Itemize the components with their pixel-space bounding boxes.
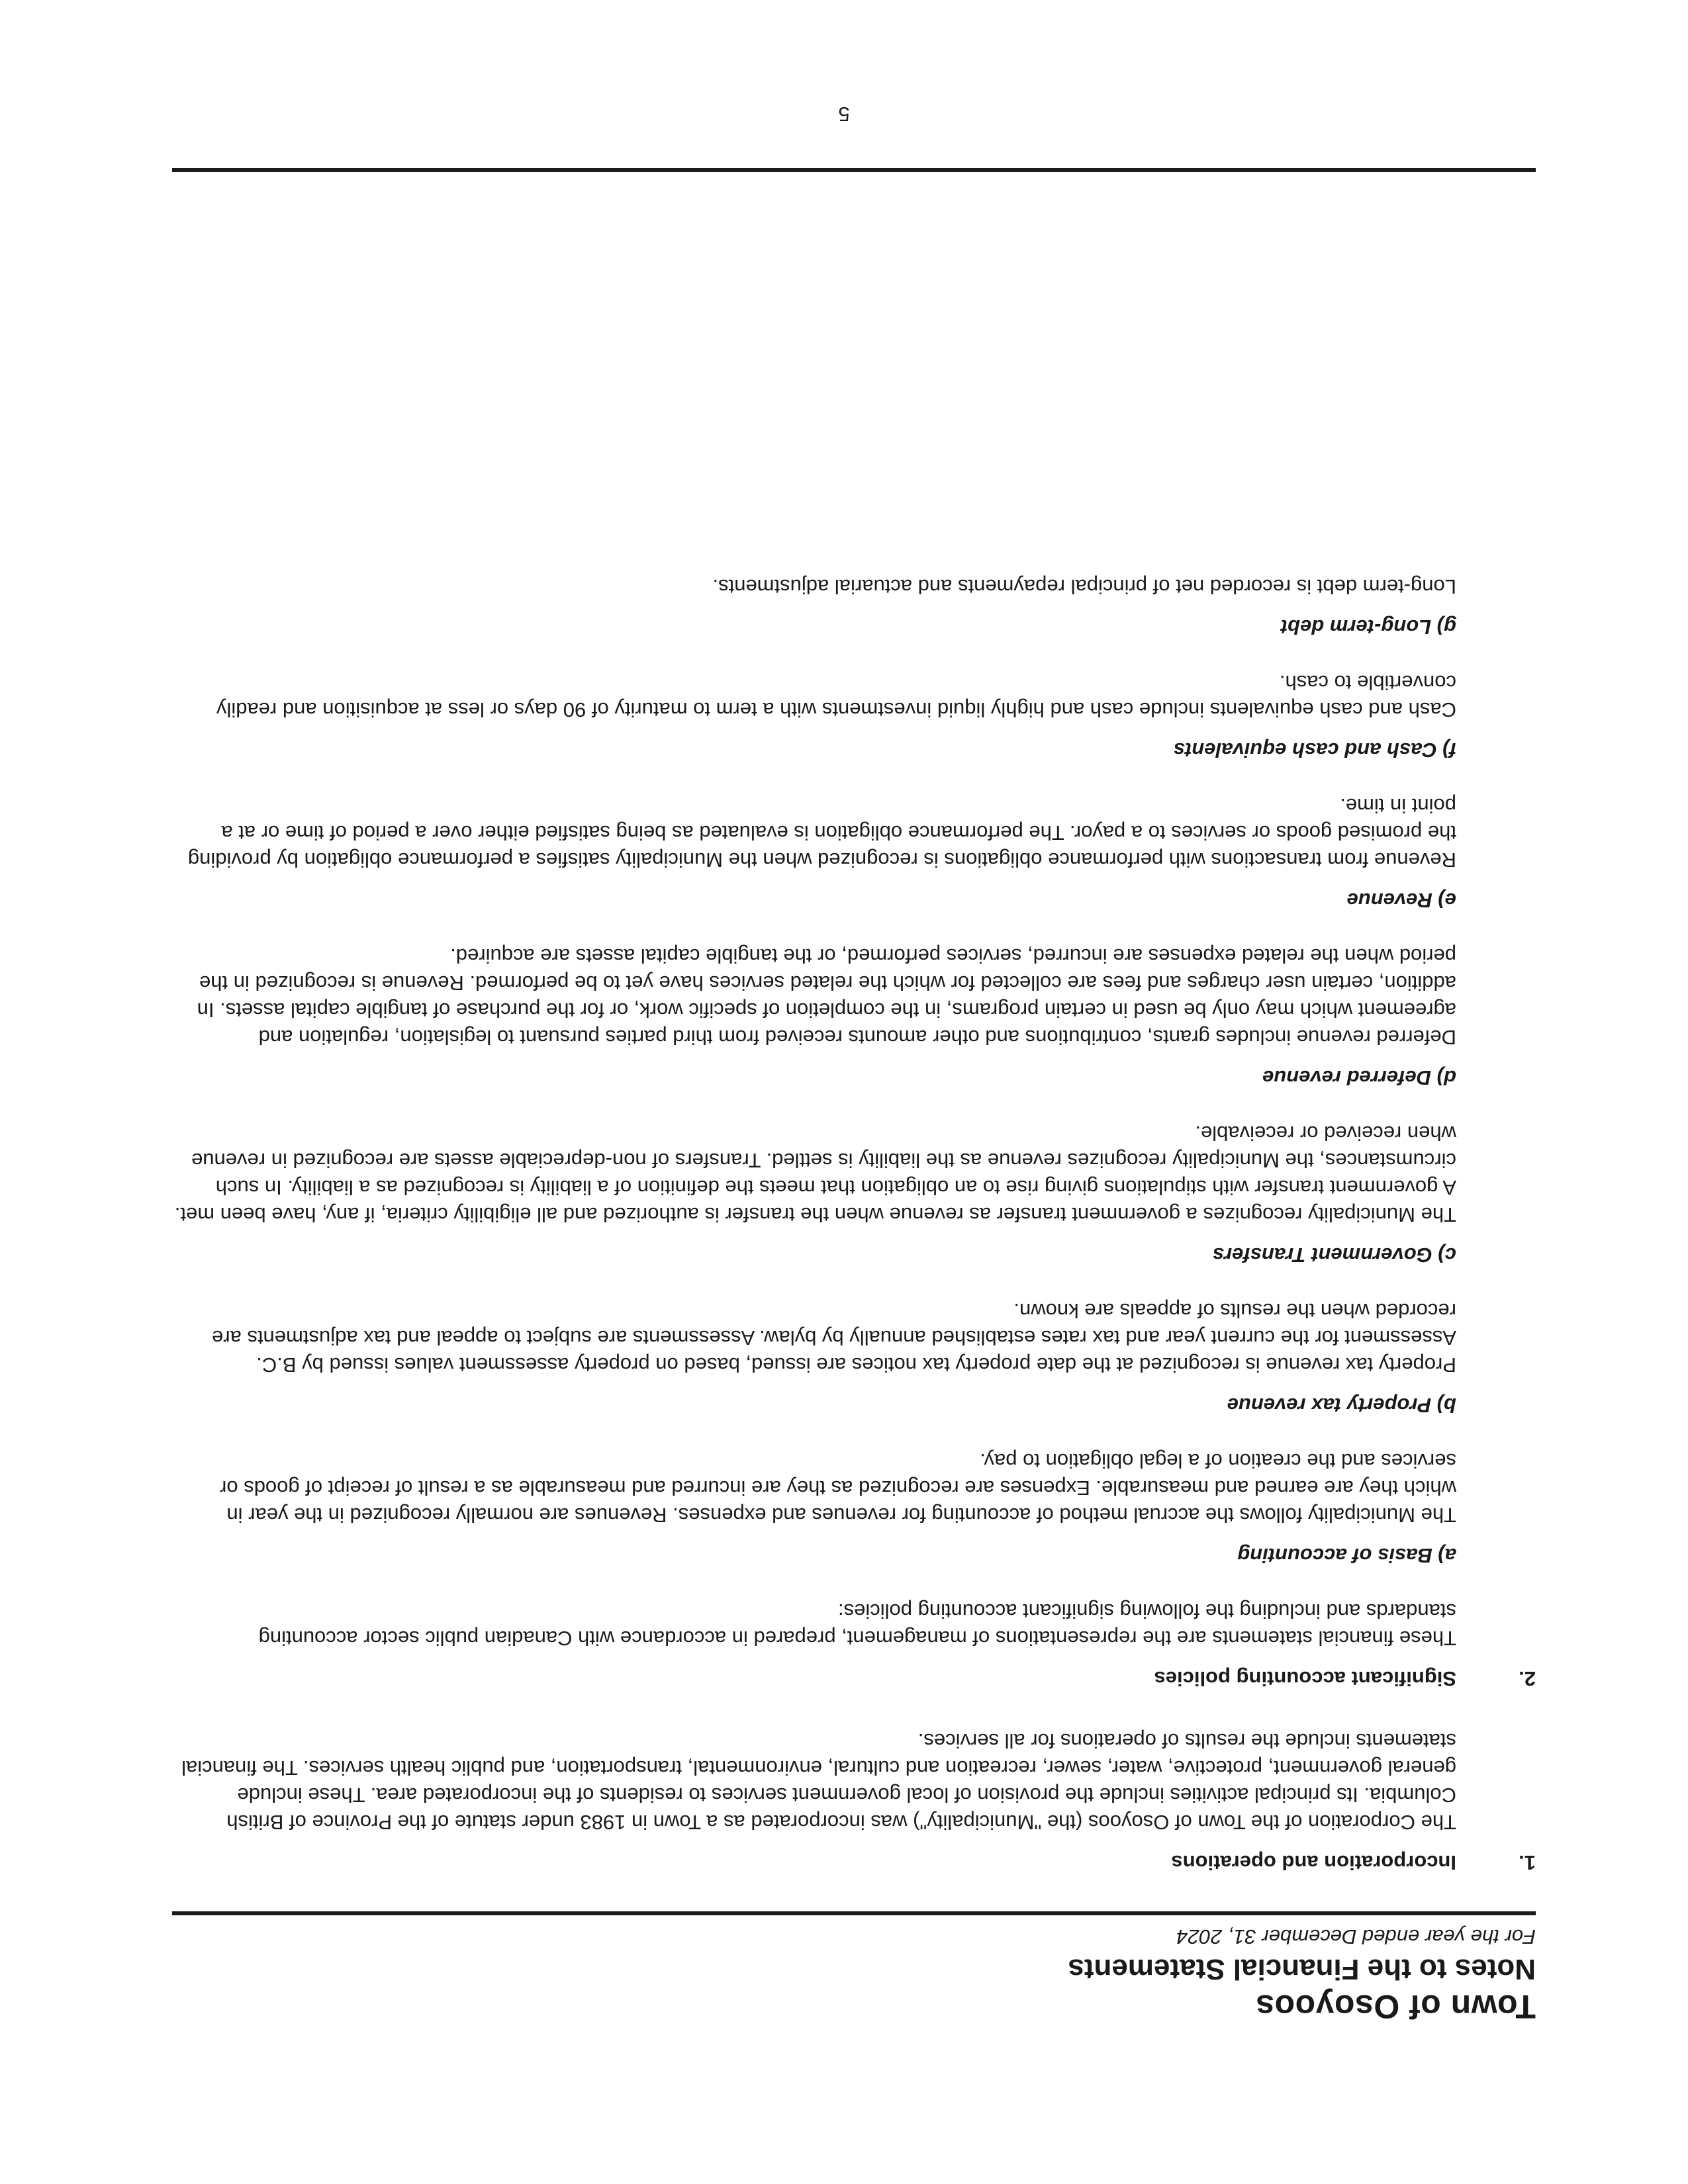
note-number: 2. [1519,1666,1536,1690]
note-title: Incorporation and operations [1171,1850,1456,1874]
policy-body: Property tax revenue is recognized at the date property tax notices are issued, based on property assessment values issued by B.C. Assessment for the current year and tax rates established annually by bylaw. Assessments are subject to appeal and tax adjustments are recorded when the results of appeals are known. [212,1298,1456,1377]
policy-heading: d) Deferred revenue [1262,1066,1456,1089]
policy-revenue [172,792,1456,912]
organization-title: Town of Osoyoos [1255,1988,1536,2025]
header-divider [172,1911,1536,1915]
policy-long-term-debt [172,573,1456,639]
policy-heading: e) Revenue [1346,888,1456,912]
policy-heading: a) Basis of accounting [1237,1543,1456,1567]
note-incorporation [172,1727,1536,1874]
note-body: These financial statements are the representations of management, prepared in accordance with Canadian public sector accounting standards and including the following significant accounting policies: [258,1599,1456,1650]
policy-body: The Municipality recognizes a government transfer as revenue when the transfer is authorized and all eligibility criteria, if any, have been met. A government transfer with stipulations giving rise to an obligation that meets the definition of a liability is recognized as a liability. In such circumstances, the Municipality recognizes revenue as the liability is settled. Transfers of non-depreciable assets are recognized in revenue when received or receivable. [174,1121,1456,1226]
page-content [172,573,1536,2025]
policy-basis-of-accounting [172,1447,1456,1567]
policy-body: Revenue from transactions with performance obligations is recognized when the Municipality satisfies a performance obligation by providing the promised goods or services to a payor. The performance obligation is evaluated as being satisfied either over a period of time or at a point in time. [187,794,1456,872]
page-header [172,1925,1536,2025]
note-number: 1. [1519,1850,1536,1874]
policy-cash-equivalents [172,669,1456,762]
policy-body: Long-term debt is recorded net of principal repayments and actuarial adjustments. [712,574,1456,598]
policy-body: Cash and cash equivalents include cash and highly liquid investments with a term to maturity of 90 days or less at acquisition and readily convertible to cash. [216,670,1456,721]
note-body: The Corporation of the Town of Osoyoos (the "Municipality") was incorporated as a Town in 1983 under statute of the Province of British Columbia. Its principal activities include the provision of local government services to residents of the incorporated area. These include general government, protective, water, sewer, recreation and cultural, environmental, transportation, and public health services. The financial statements include the results of operations for all services. [181,1729,1456,1834]
policy-deferred-revenue [172,942,1456,1089]
page-number: 5 [838,103,850,126]
note-title: Significant accounting policies [1154,1666,1456,1690]
policy-heading: b) Property tax revenue [1227,1393,1456,1417]
document-title: Notes to the Financial Statements [1068,1953,1536,1986]
policy-government-transfers [172,1120,1456,1267]
policy-property-tax-revenue [172,1297,1456,1417]
reporting-period: For the year ended December 31, 2024 [1176,1925,1536,1948]
policy-heading: c) Government Transfers [1212,1243,1456,1267]
policy-heading: f) Cash and cash equivalents [1173,738,1456,762]
policy-body: The Municipality follows the accrual method of accounting for revenues and expenses. Revenues are normally recognized in the year in which they are earned and measurable. Expenses are recognized as they are incurred and measurable as a result of receipt of goods or services and the creation of a legal obligation to pay. [220,1449,1456,1527]
policy-body: Deferred revenue includes grants, contributions and other amounts received from third parties pursuant to legislation, regulation and agreement which may only be used in certain programs, in the completion of specific work, or for the purchase of tangible capital assets. In addition, certain user charges and fees are collected for which the related services have yet to be performed. Revenue is recognized in the period when the related expenses are incurred, services performed, or the tangible capital assets are acquired. [197,944,1456,1049]
note-accounting-policies [172,573,1536,1690]
footer-divider [172,168,1536,172]
policy-heading: g) Long-term debt [1280,615,1456,639]
